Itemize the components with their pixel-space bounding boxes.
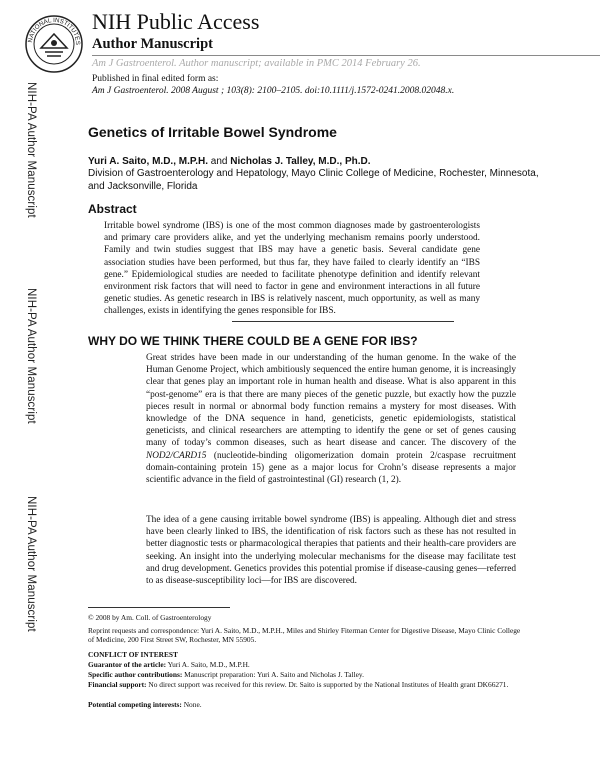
published-label: Published in final edited form as: — [92, 74, 219, 84]
paragraph-1: Great strides have been made in our understanding of the human genome. In the wake of the Human Genome Project, which ambitiously sequenced the entire human genome, it is increasingly clear that genes play an important role in human health and disease. What is also apparent in this “post-genome” era is that there are many pieces of the genetic puzzle, but exactly how the puzzle pieces result in normal or abnormal body function remains a mystery for most diseases. With knowledge of the DNA sequence in hand, geneticists, genetic epidemiologists, statistical geneticists, and clinical researchers are attempting to identify the gene or set of genes causing many of today’s common diseases, such as heart disease and cancer. The discovery of the NOD2/CARD15 (nucleotide-binding oligomerization domain protein 2/caspase recruitment domain-containing protein 15) gene as a major locus for Crohn’s disease represents a major scientific advance in the field of gastrointestinal (GI) research (1, 2). — [146, 353, 516, 486]
header-subtitle: Author Manuscript — [92, 36, 213, 52]
footnote-reprint: Reprint requests and correspondence: Yuri A. Saito, M.D., M.P.H., Miles and Shirley Fiterman Center for Digestive Disease, Mayo Clinic College of Medicine, 200 First Street SW, Rochester, MN 55905. — [88, 626, 521, 645]
affiliation: Division of Gastroenterology and Hepatology, Mayo Clinic College of Medicine, Rochester, Minnesota, and Jacksonville, Florida — [88, 168, 539, 192]
side-banner: NIH-PA Author Manuscript — [25, 496, 37, 632]
availability-note: Am J Gastroenterol. Author manuscript; available in PMC 2014 February 26. — [92, 58, 421, 69]
author-line: Yuri A. Saito, M.D., M.P.H. and Nicholas J. Talley, M.D., Ph.D. — [88, 156, 371, 167]
side-banner: NIH-PA Author Manuscript — [25, 82, 37, 218]
footnote-guarantor: Guarantor of the article: Yuri A. Saito, M.D., M.P.H. — [88, 660, 250, 669]
abstract-body: Irritable bowel syndrome (IBS) is one of the most common diagnoses made by gastroenterologists and primary care providers alike, and yet the underlying mechanism remains poorly understood. Family and twin studies suggest that IBS may have a genetic basis. Several candidate gene association studies have been performed, but thus far, they have failed to clearly identify an “IBS gene.” Epidemiological studies are needed to facilitate phenotype definition and identify relevant environment risk factors that will need to factor in gene and environment interactions in all future genetic studies. As genetic research in IBS is relatively nascent, much opportunity, as well as many challenges, exists in identifying the genes responsible for IBS. — [104, 221, 480, 317]
abstract-divider — [232, 321, 454, 322]
citation: Am J Gastroenterol. 2008 August ; 103(8): 2100–2105. doi:10.1111/j.1572-0241.2008.02048.x. — [92, 86, 455, 96]
article-title: Genetics of Irritable Bowel Syndrome — [88, 124, 337, 140]
paragraph-2: The idea of a gene causing irritable bowel syndrome (IBS) is appealing. Although diet and stress have been clearly linked to IBS, the identification of risk factors such as these has not resulted in better diagnostic tests or pharmacological therapies that patients and their health-care providers are seeking. An insight into the underlying molecular mechanisms for the disease may facilitate test and drug development. Genetics provides this potential promise if disease-causing genes—referred to as disease-susceptibility loci—for IBS are discovered. — [146, 515, 516, 587]
footnote-competing: Potential competing interests: None. — [88, 700, 202, 709]
logo-ring-text: NATIONAL INSTITUTES — [26, 16, 82, 46]
footnote-financial: Financial support: No direct support was received for this review. Dr. Saito is supported by the National Institutes of Health grant DK66271. — [88, 680, 509, 689]
footnote-copyright: © 2008 by Am. Coll. of Gastroenterology — [88, 613, 212, 622]
side-banner: NIH-PA Author Manuscript — [25, 288, 37, 424]
header-divider — [92, 55, 600, 56]
footnote-conflict-heading: CONFLICT OF INTEREST — [88, 650, 178, 659]
abstract-heading: Abstract — [88, 202, 137, 216]
nih-logo — [24, 14, 84, 74]
footnote-divider — [88, 607, 230, 608]
section-heading: WHY DO WE THINK THERE COULD BE A GENE FOR IBS? — [88, 334, 418, 348]
header-title: NIH Public Access — [92, 9, 260, 34]
footnote-contributions: Specific author contributions: Manuscript preparation: Yuri A. Saito and Nicholas J. Talley. — [88, 670, 364, 679]
